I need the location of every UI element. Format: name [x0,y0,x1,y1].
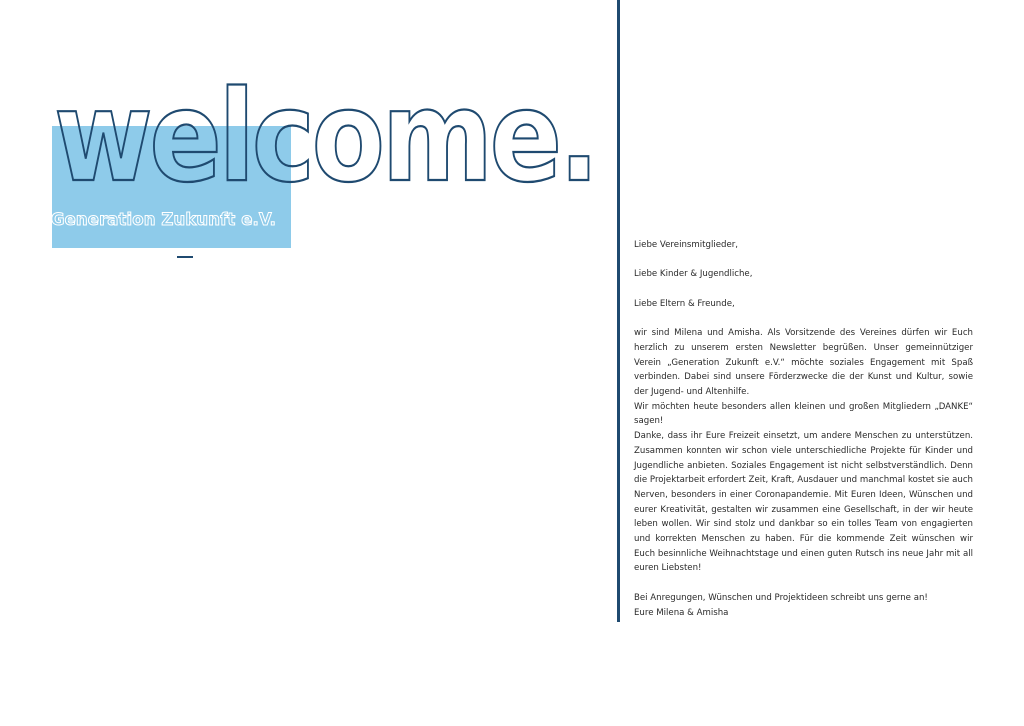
letter-paragraph: Danke, dass ihr Eure Freizeit einsetzt, um andere Menschen zu unterstützen. Zusammen konnten wir schon viele unterschiedliche Projekte für Kinder und Jugendliche anbieten. Soziales Engagement ist nicht selbstverständlich. Denn die Projektarbeit erfordert Zeit, Kraft, Ausdauer und manchmal kostet sie auch Nerven, besonders in einer Coronapandemie. Mit Euren Ideen, Wünschen und eurer Kreativität, gestalten wir zusammen eine Gesellschaft, in der wir heute leben wollen. Wir sind stolz und dankbar so ein tolles Team von engagierten und korrekten Menschen zu haben. Für die kommende Zeit wünschen wir Euch besinnliche Weihnachtstage und einen guten Rutsch ins neue Jahr mit all euren Liebsten! [634,431,973,574]
headline-text: welcome. [54,63,596,210]
organization-name: Generation Zukunft e.V. [51,210,276,229]
underline-decoration-small [177,256,193,258]
headline [54,52,614,212]
letter-paragraph: wir sind Milena und Amisha. Als Vorsitzende des Vereines dürfen wir Euch herzlich zu unserem ersten Newsletter begrüßen. Unser gemeinnütziger Verein „Generation Zukunft e.V.“ möchte soziales Engagement mit Spaß verbinden. Dabei sind unsere Förderzwecke die der Kunst und Kultur, sowie der Jugend- und Altenhilfe. [634,328,973,397]
letter-closing: Bei Anregungen, Wünschen und Projektideen schreibt uns gerne an! [634,592,928,603]
letter-signature: Eure Milena & Amisha [634,607,729,618]
greeting-members: Liebe Vereinsmitglieder, [634,240,739,250]
letter-paragraph: Wir möchten heute besonders allen kleinen und großen Mitgliedern „DANKE“ sagen! [634,401,973,427]
spacer [634,576,973,591]
vertical-divider [617,0,620,622]
underline-decoration [52,256,122,258]
greeting-children: Liebe Kinder & Jugendliche, [634,269,753,280]
greeting-parents: Liebe Eltern & Freunde, [634,298,735,309]
letter [634,238,973,620]
headline-outline-text [54,52,614,212]
